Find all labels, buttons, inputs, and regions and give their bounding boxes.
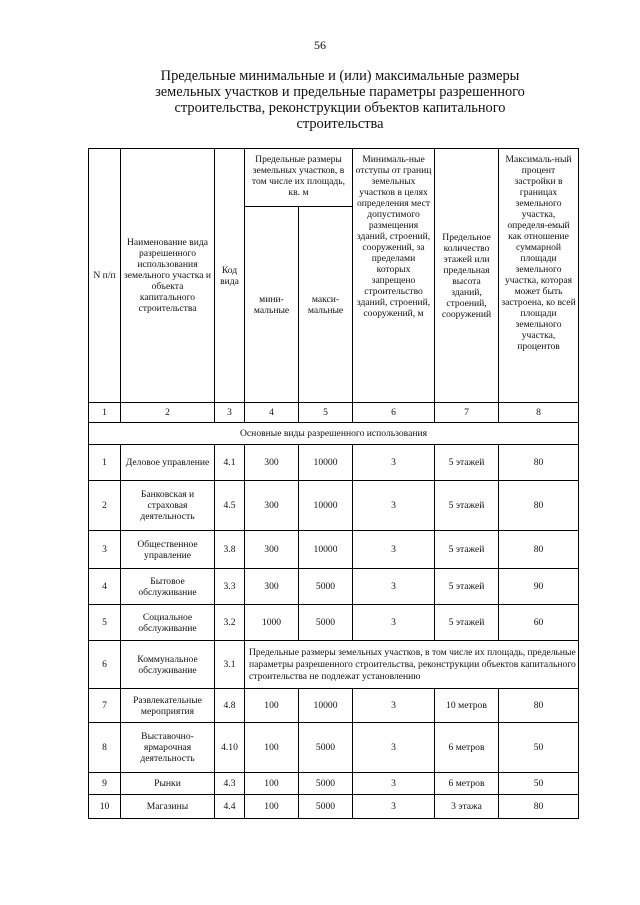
row-floors: 5 этажей: [435, 605, 499, 641]
parameters-table: [88, 148, 579, 819]
row-name: Бытовое обслуживание: [121, 569, 215, 605]
column-number: 2: [121, 403, 215, 423]
row-num: 1: [89, 445, 121, 481]
row-max: 10000: [299, 531, 353, 569]
row-max: 5000: [299, 605, 353, 641]
row-coverage: 80: [499, 795, 579, 819]
header-coverage: Максималь-ный процент застройки в границах земельного участка, определя-емый как отношение суммарной площади земельного участка, которая может быть застроена, ко всей площади земельного участка, процентов: [499, 149, 579, 403]
column-number: 7: [435, 403, 499, 423]
row-floors: 5 этажей: [435, 481, 499, 531]
column-number: 4: [245, 403, 299, 423]
row-code: 4.5: [215, 481, 245, 531]
row-code: 4.3: [215, 773, 245, 795]
table-row: [89, 569, 579, 605]
table-row: [89, 605, 579, 641]
row-code: 3.3: [215, 569, 245, 605]
row-setback: 3: [353, 481, 435, 531]
row-min: 100: [245, 773, 299, 795]
row-code: 4.4: [215, 795, 245, 819]
column-number: 6: [353, 403, 435, 423]
row-num: 3: [89, 531, 121, 569]
row-floors: 6 метров: [435, 773, 499, 795]
row-min: 300: [245, 445, 299, 481]
table-row: [89, 641, 579, 689]
row-num: 5: [89, 605, 121, 641]
page-title: Предельные минимальные и (или) максимальные размеры земельных участков и предельные параметры разрешенного строительства, реконструкции объектов капитального строительства: [155, 68, 525, 132]
header-num: N п/п: [89, 149, 121, 403]
row-setback: 3: [353, 569, 435, 605]
row-num: 2: [89, 481, 121, 531]
row-min: 100: [245, 795, 299, 819]
row-name: Магазины: [121, 795, 215, 819]
row-coverage: 80: [499, 481, 579, 531]
row-floors: 5 этажей: [435, 531, 499, 569]
table-row: [89, 773, 579, 795]
row-name: Банковская и страховая деятельность: [121, 481, 215, 531]
row-code: 3.2: [215, 605, 245, 641]
section-title: Основные виды разрешенного использования: [89, 423, 579, 445]
row-max: 5000: [299, 795, 353, 819]
row-max: 5000: [299, 773, 353, 795]
table-row: [89, 723, 579, 773]
row-name: Коммунальное обслуживание: [121, 641, 215, 689]
row-code: 3.1: [215, 641, 245, 689]
header-area-max: макси-мальные: [299, 207, 353, 403]
table-row: [89, 445, 579, 481]
row-floors: 5 этажей: [435, 569, 499, 605]
row-coverage: 80: [499, 445, 579, 481]
row-setback: 3: [353, 605, 435, 641]
row-code: 4.8: [215, 689, 245, 723]
row-num: 9: [89, 773, 121, 795]
row-num: 4: [89, 569, 121, 605]
row-note: Предельные размеры земельных участков, в том числе их площадь, предельные параметры разрешенного строительства, реконструкции объектов капитального строительства не подлежат установлению: [245, 641, 579, 689]
header-area-group: Предельные размеры земельных участков, в том числе их площадь, кв. м: [245, 149, 353, 207]
row-max: 10000: [299, 481, 353, 531]
row-coverage: 60: [499, 605, 579, 641]
row-coverage: 50: [499, 723, 579, 773]
header-code: Код вида: [215, 149, 245, 403]
header-name: Наименование вида разрешенного использования земельного участка и объекта капитального строительства: [121, 149, 215, 403]
row-max: 10000: [299, 689, 353, 723]
column-number: 1: [89, 403, 121, 423]
row-setback: 3: [353, 689, 435, 723]
row-num: 6: [89, 641, 121, 689]
row-min: 300: [245, 531, 299, 569]
row-floors: 6 метров: [435, 723, 499, 773]
row-max: 5000: [299, 723, 353, 773]
row-name: Развлекательные мероприятия: [121, 689, 215, 723]
row-coverage: 80: [499, 689, 579, 723]
row-setback: 3: [353, 445, 435, 481]
table-row: [89, 689, 579, 723]
row-num: 7: [89, 689, 121, 723]
header-floors: Предельное количество этажей или предельная высота зданий, строений, сооружений: [435, 149, 499, 403]
row-setback: 3: [353, 723, 435, 773]
header-area-min: мини-мальные: [245, 207, 299, 403]
header-setback: Минималь-ные отступы от границ земельных участков в целях определения мест допустимого размещения зданий, строений, сооружений, за пределами которых запрещено строительство зданий, строений, сооружений, м: [353, 149, 435, 403]
row-num: 8: [89, 723, 121, 773]
row-coverage: 50: [499, 773, 579, 795]
page-number: 56: [314, 38, 326, 52]
row-floors: 10 метров: [435, 689, 499, 723]
row-setback: 3: [353, 773, 435, 795]
row-floors: 3 этажа: [435, 795, 499, 819]
row-code: 4.1: [215, 445, 245, 481]
row-floors: 5 этажей: [435, 445, 499, 481]
row-min: 100: [245, 689, 299, 723]
row-code: 3.8: [215, 531, 245, 569]
row-min: 300: [245, 481, 299, 531]
column-number: 3: [215, 403, 245, 423]
row-coverage: 80: [499, 531, 579, 569]
row-min: 300: [245, 569, 299, 605]
row-name: Рынки: [121, 773, 215, 795]
row-coverage: 90: [499, 569, 579, 605]
column-number: 5: [299, 403, 353, 423]
row-name: Выставочно-ярмарочная деятельность: [121, 723, 215, 773]
column-number-row: [89, 403, 579, 423]
row-max: 10000: [299, 445, 353, 481]
row-min: 100: [245, 723, 299, 773]
row-min: 1000: [245, 605, 299, 641]
row-setback: 3: [353, 795, 435, 819]
row-code: 4.10: [215, 723, 245, 773]
row-name: Деловое управление: [121, 445, 215, 481]
row-setback: 3: [353, 531, 435, 569]
table-row: [89, 531, 579, 569]
column-number: 8: [499, 403, 579, 423]
table-row: [89, 481, 579, 531]
row-name: Общественное управление: [121, 531, 215, 569]
row-name: Социальное обслуживание: [121, 605, 215, 641]
row-max: 5000: [299, 569, 353, 605]
row-num: 10: [89, 795, 121, 819]
table-row: [89, 795, 579, 819]
